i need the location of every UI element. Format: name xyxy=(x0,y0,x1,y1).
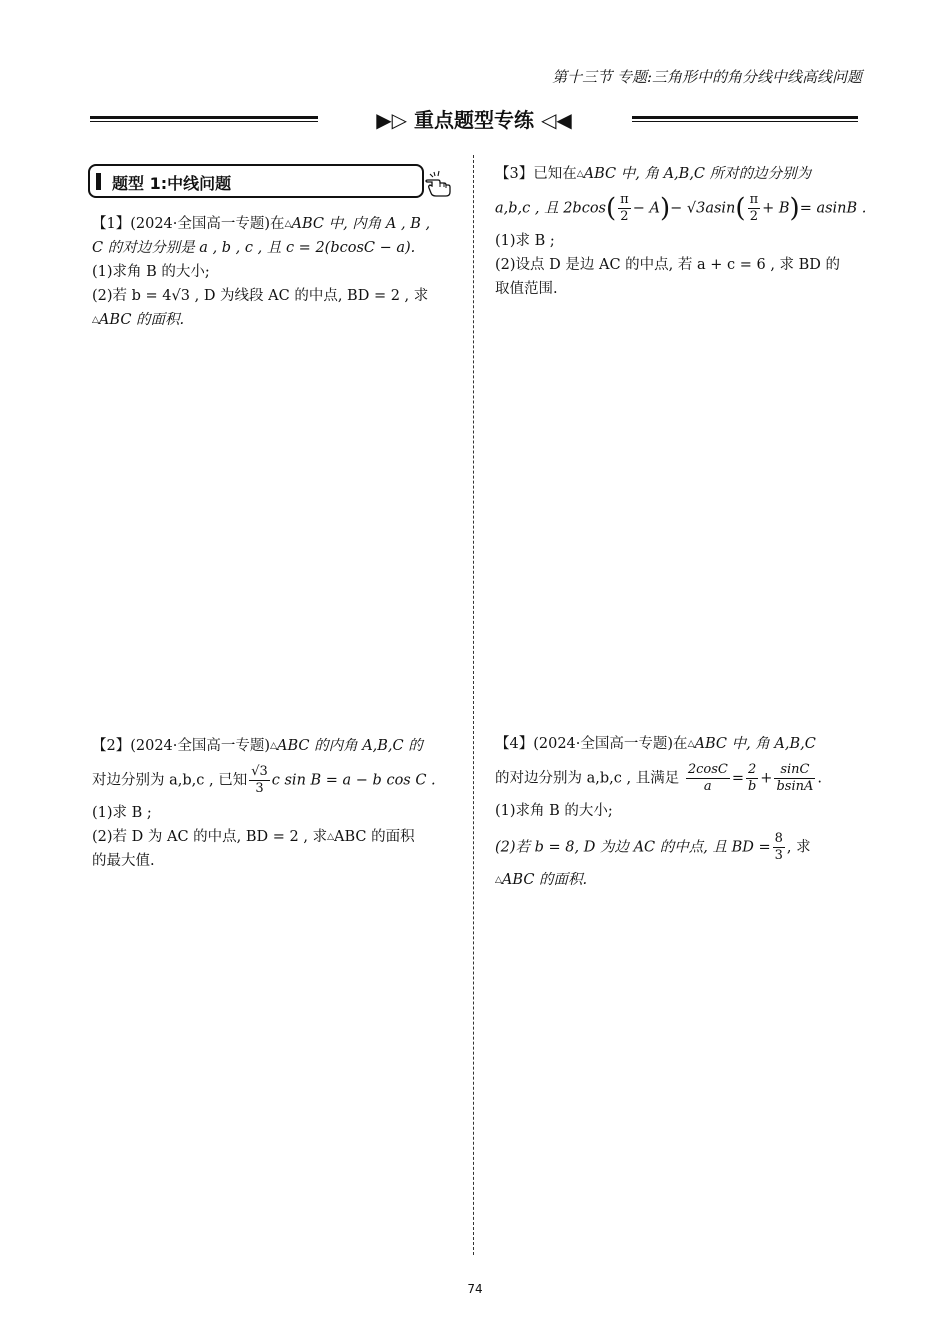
p4-f4-num: 8 xyxy=(774,831,783,846)
p4-part2a: (2)若 b = 8, D 为边 AC 的中点, 且 BD = xyxy=(495,839,771,856)
p3-pi-2: π xyxy=(749,192,759,207)
p4-part1: (1)求角 B 的大小; xyxy=(495,803,613,819)
p4-f3-den: bsinA xyxy=(776,779,814,794)
page-number: 74 xyxy=(467,1282,483,1296)
p4-f2-num: 2 xyxy=(746,762,758,779)
p4-line2a: 的对边分别为 a,b,c , 且满足 xyxy=(495,770,680,787)
p2-frac-num: √3 xyxy=(251,764,268,779)
p2-line1b: ABC 的内角 A,B,C 的 xyxy=(276,738,423,754)
problem-2: 【2】(2024·全国高一专题)△ABC 的内角 A,B,C 的 对边分别为 a,b,c , 已知 $\frac{√3}{3}$ c sin B = a − b cos C . (1)求 B ; (2)若 D 为 AC 的中点, BD = 2 , 求△ABC 的面积 的最大值. xyxy=(92,734,464,873)
p1-part2b: ABC 的面积. xyxy=(98,312,185,328)
p3-line2c: − √3asin xyxy=(670,200,736,217)
problem-4: 【4】(2024·全国高一专题)在△ABC 中, 角 A,B,C 的对边分别为 a,b,c , 且满足 $\frac{2\cos C}{a}$ = $\frac{2}{b}$ + $\frac{\sin C}{bsinA}$ . (1)求角 B 的大小; (2)若 b = 8, D 为边 AC 的中点, 且 BD = $\frac{8}{3}$ , 求 △ABC 的面积. xyxy=(495,732,865,892)
p3-line2d: + B xyxy=(762,200,790,217)
p2-part2a: (2)若 D 为 AC 的中点, BD = 2 , 求 xyxy=(92,829,328,845)
p4-line1a: 【4】(2024·全国高一专题)在 xyxy=(495,736,688,752)
p4-f4-den: 3 xyxy=(774,848,783,863)
running-title: 第十三节 专题:三角形中的角分线中线高线问题 xyxy=(552,68,862,86)
p4-line1b: ABC 中, 角 A,B,C xyxy=(694,736,816,752)
p3-line2b: − A xyxy=(632,200,660,217)
p4-part2c: ABC 的面积. xyxy=(501,872,588,888)
p3-part2b: 取值范围. xyxy=(495,281,558,297)
p3-two-2: 2 xyxy=(749,209,758,224)
p3-line2e: = asinB . xyxy=(799,200,867,217)
p4-f1-num: 2cosC xyxy=(687,762,728,777)
p4-part2b: , 求 xyxy=(786,839,811,856)
p3-part1: (1)求 B ; xyxy=(495,233,555,249)
question-type-label: 题型 1:中线问题 xyxy=(112,174,232,193)
type-bar-marker xyxy=(96,173,101,190)
p4-f3-num: sinC xyxy=(774,762,815,779)
p2-line1a: 【2】(2024·全国高一专题) xyxy=(92,738,271,754)
p4-f1-den: a xyxy=(703,779,712,794)
p2-part2c: 的最大值. xyxy=(92,853,155,869)
p2-part2b: ABC 的面积 xyxy=(334,829,415,845)
section-banner xyxy=(90,104,858,134)
p1-part2a: (2)若 b = 4√3 , D 为线段 AC 的中点, BD = 2 , 求 xyxy=(92,288,429,304)
column-divider xyxy=(473,155,474,1255)
p2-frac-den: 3 xyxy=(255,781,264,796)
pointing-hand-icon xyxy=(424,168,454,198)
p3-pi-1: π xyxy=(620,192,629,207)
p3-line1b: ABC 中, 角 A,B,C 所对的边分别为 xyxy=(583,166,812,182)
banner-title: ▶▷ 重点题型专练 ◁◀ xyxy=(376,108,572,132)
p3-two-1: 2 xyxy=(620,209,629,224)
p1-part1: (1)求角 B 的大小; xyxy=(92,264,210,280)
p3-line1a: 【3】已知在 xyxy=(495,166,577,182)
p3-line2a: a,b,c , 且 2bcos xyxy=(495,200,607,217)
banner-rule-right xyxy=(632,116,858,122)
p3-part2a: (2)设点 D 是边 AC 的中点, 若 a + c = 6 , 求 BD 的 xyxy=(495,257,841,273)
p4-f2-den: b xyxy=(747,779,757,794)
p1-line2: C 的对边分别是 a , b , c , 且 c = 2(bcosC − a). xyxy=(92,240,416,256)
p2-line2a: 对边分别为 a,b,c , 已知 xyxy=(92,772,248,789)
question-type-box xyxy=(88,164,424,198)
p2-part1: (1)求 B ; xyxy=(92,805,152,821)
problem-1: 【1】(2024·全国高一专题)在△ABC 中, 内角 A , B , C 的对边分别是 a , b , c , 且 c = 2(bcosC − a). (1)求角 B 的大小; (2)若 b = 4√3 , D 为线段 AC 的中点, BD = 2 , 求 △ABC 的面积. xyxy=(92,212,464,332)
problem-3: 【3】已知在△ABC 中, 角 A,B,C 所对的边分别为 a,b,c , 且 2bcos( $\frac{\pi}{2}$ − A)− √3asin( $\frac{\pi}{2}$ + B)= asinB . (1)求 B ; (2)设点 D 是边 AC 的中点, 若 a + c = 6 , 求 BD 的 取值范围. xyxy=(495,162,865,301)
p1-line1-rest: ABC 中, 内角 A , B , xyxy=(291,216,431,232)
p1-tag: 【1】(2024·全国高一专题)在 xyxy=(92,216,285,232)
p2-line2b: c sin B = a − b cos C . xyxy=(271,772,436,789)
